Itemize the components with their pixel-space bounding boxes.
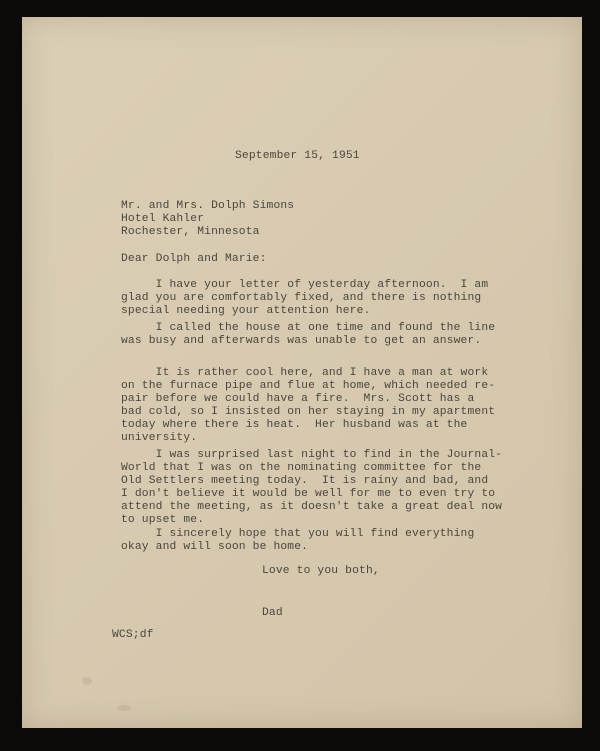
paragraph-line: bad cold, so I insisted on her staying in my apartment bbox=[121, 406, 496, 418]
recipient-name: Mr. and Mrs. Dolph Simons bbox=[121, 200, 295, 212]
paragraph-3 bbox=[121, 367, 495, 445]
paragraph-2 bbox=[121, 322, 495, 348]
paragraph-line: university. bbox=[121, 432, 198, 444]
signature: Dad bbox=[262, 607, 283, 619]
paragraph-line: special needing your attention here. bbox=[121, 305, 371, 317]
paper-stain bbox=[117, 705, 131, 711]
closing: Love to you both, bbox=[262, 565, 380, 577]
recipient-hotel: Hotel Kahler bbox=[121, 213, 205, 225]
letter-date: September 15, 1951 bbox=[235, 150, 360, 162]
paragraph-line: okay and will soon be home. bbox=[121, 541, 309, 553]
typist-initials: WCS;df bbox=[112, 629, 154, 641]
paper-stain bbox=[82, 677, 92, 685]
paragraph-line: on the furnace pipe and flue at home, which needed re- bbox=[121, 380, 496, 392]
paragraph-line: I don't believe it would be well for me to even try to bbox=[121, 488, 496, 500]
letter-page bbox=[22, 17, 582, 728]
paragraph-line: I sincerely hope that you will find everything bbox=[121, 528, 475, 540]
paragraph-line: attend the meeting, as it doesn't take a great deal now bbox=[121, 501, 503, 513]
paragraph-line: I called the house at one time and found the line bbox=[121, 322, 496, 334]
paragraph-line: World that I was on the nominating committee for the bbox=[121, 462, 482, 474]
paragraph-line: to upset me. bbox=[121, 514, 205, 526]
paragraph-line: I was surprised last night to find in the Journal- bbox=[121, 449, 503, 461]
paragraph-1 bbox=[121, 279, 488, 318]
paragraph-line: today where there is heat. Her husband was at the bbox=[121, 419, 468, 431]
paragraph-line: was busy and afterwards was unable to get an answer. bbox=[121, 335, 482, 347]
paragraph-line: glad you are comfortably fixed, and there is nothing bbox=[121, 292, 482, 304]
paragraph-line: Old Settlers meeting today. It is rainy and bad, and bbox=[121, 475, 489, 487]
paragraph-4 bbox=[121, 449, 502, 527]
salutation: Dear Dolph and Marie: bbox=[121, 253, 267, 265]
paragraph-5 bbox=[121, 528, 474, 554]
paragraph-line: I have your letter of yesterday afternoon. I am bbox=[121, 279, 489, 291]
paragraph-line: It is rather cool here, and I have a man at work bbox=[121, 367, 489, 379]
paragraph-line: pair before we could have a fire. Mrs. Scott has a bbox=[121, 393, 475, 405]
recipient-city: Rochester, Minnesota bbox=[121, 226, 260, 238]
